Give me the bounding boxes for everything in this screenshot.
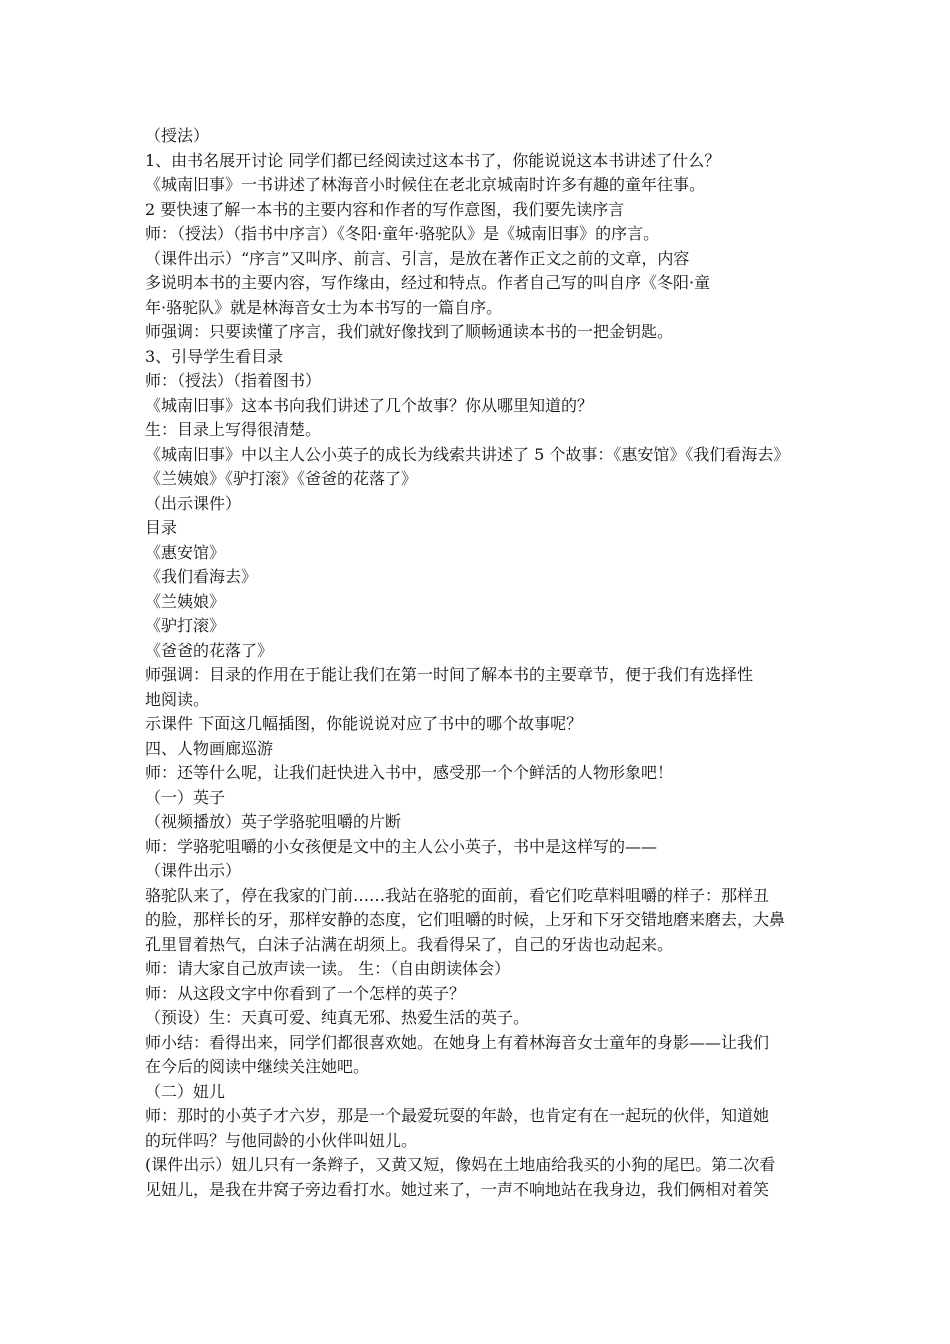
text-line: 师：还等什么呢，让我们赶快进入书中，感受那一个个鲜活的人物形象吧！ [145,763,674,782]
text-line: 师强调：只要读懂了序言，我们就好像找到了顺畅通读本书的一把金钥匙。 [145,322,674,341]
text-line: 师：请大家自己放声读一读。 生：（自由朗读体会） [145,959,511,978]
document-body [145,124,885,1202]
text-line: 《城南旧事》这本书向我们讲述了几个故事？你从哪里知道的？ [145,395,594,415]
text-line: （二）妞儿 [145,1081,226,1101]
text-line: 多说明本书的主要内容，写作缘由，经过和特点。作者自己写的叫自序《冬阳·童 [145,273,711,292]
text-line: 的玩伴吗？与他同龄的小伙伴叫妞儿。 [145,1130,418,1150]
text-line: （课件出示）“序言”又叫序、前言、引言，是放在著作正文之前的文章，内容 [145,248,690,268]
text-line: 骆驼队来了，停在我家的门前……我站在骆驼的面前，看它们吃草料咀嚼的样子：那样丑 [145,885,770,905]
text-line: 《驴打滚》 [145,616,226,635]
text-line: 《惠安馆》 [145,542,226,562]
text-line: 师：（授法）（指着图书） [145,371,322,390]
text-line: 生：目录上写得很清楚。 [145,420,322,439]
text-line: 1、由书名展开讨论 同学们都已经阅读过这本书了，你能说说这本书讲述了什么？ [145,150,721,170]
text-line: 2 要快速了解一本书的主要内容和作者的写作意图，我们要先读序言 [145,199,625,219]
text-line: 《兰姨娘》《驴打滚》《爸爸的花落了》 [145,469,418,488]
text-line: 《城南旧事》中以主人公小英子的成长为线索共讲述了 5 个故事：《惠安馆》《我们看海去》 [145,444,790,464]
text-line: 孔里冒着热气，白沫子沾满在胡须上。我看得呆了，自己的牙齿也动起来。 [145,934,674,954]
text-line: 年·骆驼队》就是林海音女士为本书写的一篇自序。 [145,297,503,317]
text-line: 地阅读。 [145,689,210,709]
text-line: （视频播放）英子学骆驼咀嚼的片断 [145,812,402,831]
text-line: (课件出示）妞儿只有一条辫子，又黄又短，像妈在土地庙给我买的小狗的尾巴。第二次看 [145,1155,776,1174]
text-line: 《城南旧事》一书讲述了林海音小时候住在老北京城南时许多有趣的童年往事。 [145,175,706,194]
text-line: （课件出示） [145,861,242,880]
text-line: 师小结：看得出来，同学们都很喜欢她。在她身上有着林海音女士童年的身影——让我们 [145,1032,770,1052]
text-line: （预设）生：天真可爱、纯真无邪、热爱生活的英子。 [145,1008,530,1027]
text-line: 目录 [145,518,178,537]
text-line: 师：那时的小英子才六岁，那是一个最爱玩耍的年龄，也肯定有在一起玩的伙伴，知道她 [145,1106,770,1125]
text-line: 师：从这段文字中你看到了一个怎样的英子？ [145,983,466,1003]
text-line: 《爸爸的花落了》 [145,640,274,660]
text-line: 《我们看海去》 [145,567,258,586]
text-line: 师：学骆驼咀嚼的小女孩便是文中的主人公小英子，书中是这样写的—— [145,836,658,856]
text-line: 3、引导学生看目录 [145,346,284,366]
text-line: （一）英子 [145,787,226,807]
text-line: （授法） [145,126,210,145]
text-line: （出示课件） [145,493,242,513]
text-line: 师：（授法）（指书中序言）《冬阳·童年·骆驼队》是《城南旧事》的序言。 [145,224,660,243]
text-line: 的脸，那样长的牙，那样安静的态度，它们咀嚼的时候，上牙和下牙交错地磨来磨去，大鼻 [145,910,786,929]
text-line: 《兰姨娘》 [145,591,226,611]
text-line: 师强调：目录的作用在于能让我们在第一时间了解本书的主要章节，便于我们有选择性 [145,665,754,684]
text-line: 四、人物画廊巡游 [145,738,274,758]
text-line: 示课件 下面这几幅插图，你能说说对应了书中的哪个故事呢？ [145,714,583,733]
text-line: 见妞儿，是我在井窝子旁边看打水。她过来了，一声不响地站在我身边，我们俩相对着笑 [145,1179,770,1199]
text-line: 在今后的阅读中继续关注她吧。 [145,1057,370,1076]
